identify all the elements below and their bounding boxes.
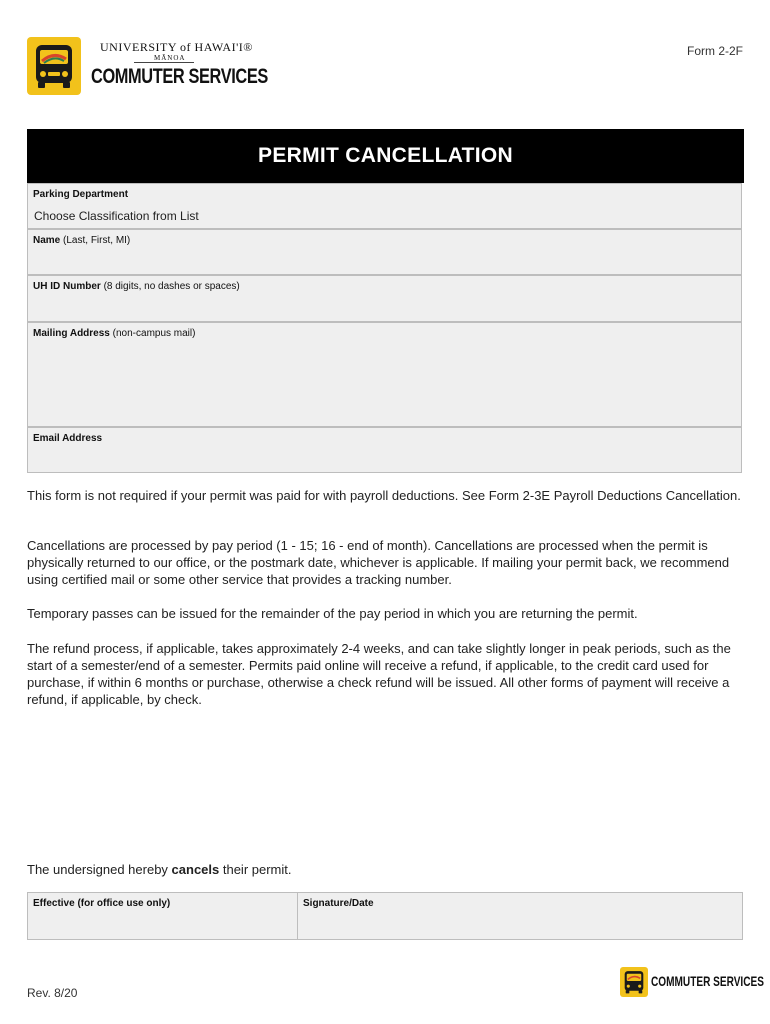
mailing-address-label: Mailing Address (non-campus mail) — [33, 328, 196, 339]
email-label: Email Address — [33, 433, 103, 444]
signature-date-field[interactable] — [297, 892, 743, 940]
cancellation-statement: The undersigned hereby cancels their permit. — [27, 862, 292, 877]
department-name: COMMUTER SERVICES — [91, 65, 268, 88]
temporary-pass-note: Temporary passes can be issued for the remainder of the pay period in which you are returning the permit. — [27, 606, 638, 621]
effective-label: Effective (for office use only) — [33, 898, 171, 909]
footer-brand: COMMUTER SERVICES — [651, 973, 764, 989]
revision-label: Rev. 8/20 — [27, 986, 78, 1000]
uh-id-field[interactable] — [27, 275, 742, 322]
email-field[interactable] — [27, 427, 742, 473]
mailing-address-field[interactable] — [27, 322, 742, 427]
parking-department-dropdown[interactable] — [27, 183, 742, 229]
signature-row — [27, 892, 743, 940]
campus-name: MĀNOA — [154, 54, 186, 62]
commuter-services-logo — [27, 37, 81, 95]
effective-date-field[interactable] — [27, 892, 298, 940]
footer-logo — [620, 967, 648, 997]
payroll-note: This form is not required if your permit was paid for with payroll deductions. See Form 2-3E Payroll Deductions Cancellation. — [27, 488, 741, 503]
form-number: Form 2-2F — [686, 44, 743, 58]
parking-department-label: Parking Department — [33, 189, 129, 200]
uh-id-label: UH ID Number (8 digits, no dashes or spaces) — [33, 281, 240, 292]
cancellation-processing-note: Cancellations are processed by pay period (1 - 15; 16 - end of month). Cancellations are processed when the permit is physically returned to our office, or the postmark date, whichever is applicable. If mailing your permit back, we recommend using certified mail or some other service that provides a tracking number. — [27, 538, 730, 587]
form-title: PERMIT CANCELLATION — [27, 129, 744, 183]
refund-process-note: The refund process, if applicable, takes approximately 2-4 weeks, and can take slightly longer in peak periods, such as the start of a semester/end of a semester. Permits paid online will receive a refund, if applicable, to the credit card used for purchase, if within 6 months or purchase, otherwise a check refund will be issued. All other forms of payment will receive a refund, if applicable, by check. — [27, 641, 731, 707]
divider — [134, 62, 194, 63]
parking-department-value[interactable]: Choose Classification from List — [34, 209, 199, 223]
name-label: Name (Last, First, MI) — [33, 235, 131, 246]
university-name: UNIVERSITY of HAWAI'I® — [100, 40, 253, 54]
bus-icon — [27, 37, 81, 95]
bus-icon — [620, 967, 648, 997]
name-field[interactable] — [27, 229, 742, 275]
signature-label: Signature/Date — [303, 898, 374, 909]
